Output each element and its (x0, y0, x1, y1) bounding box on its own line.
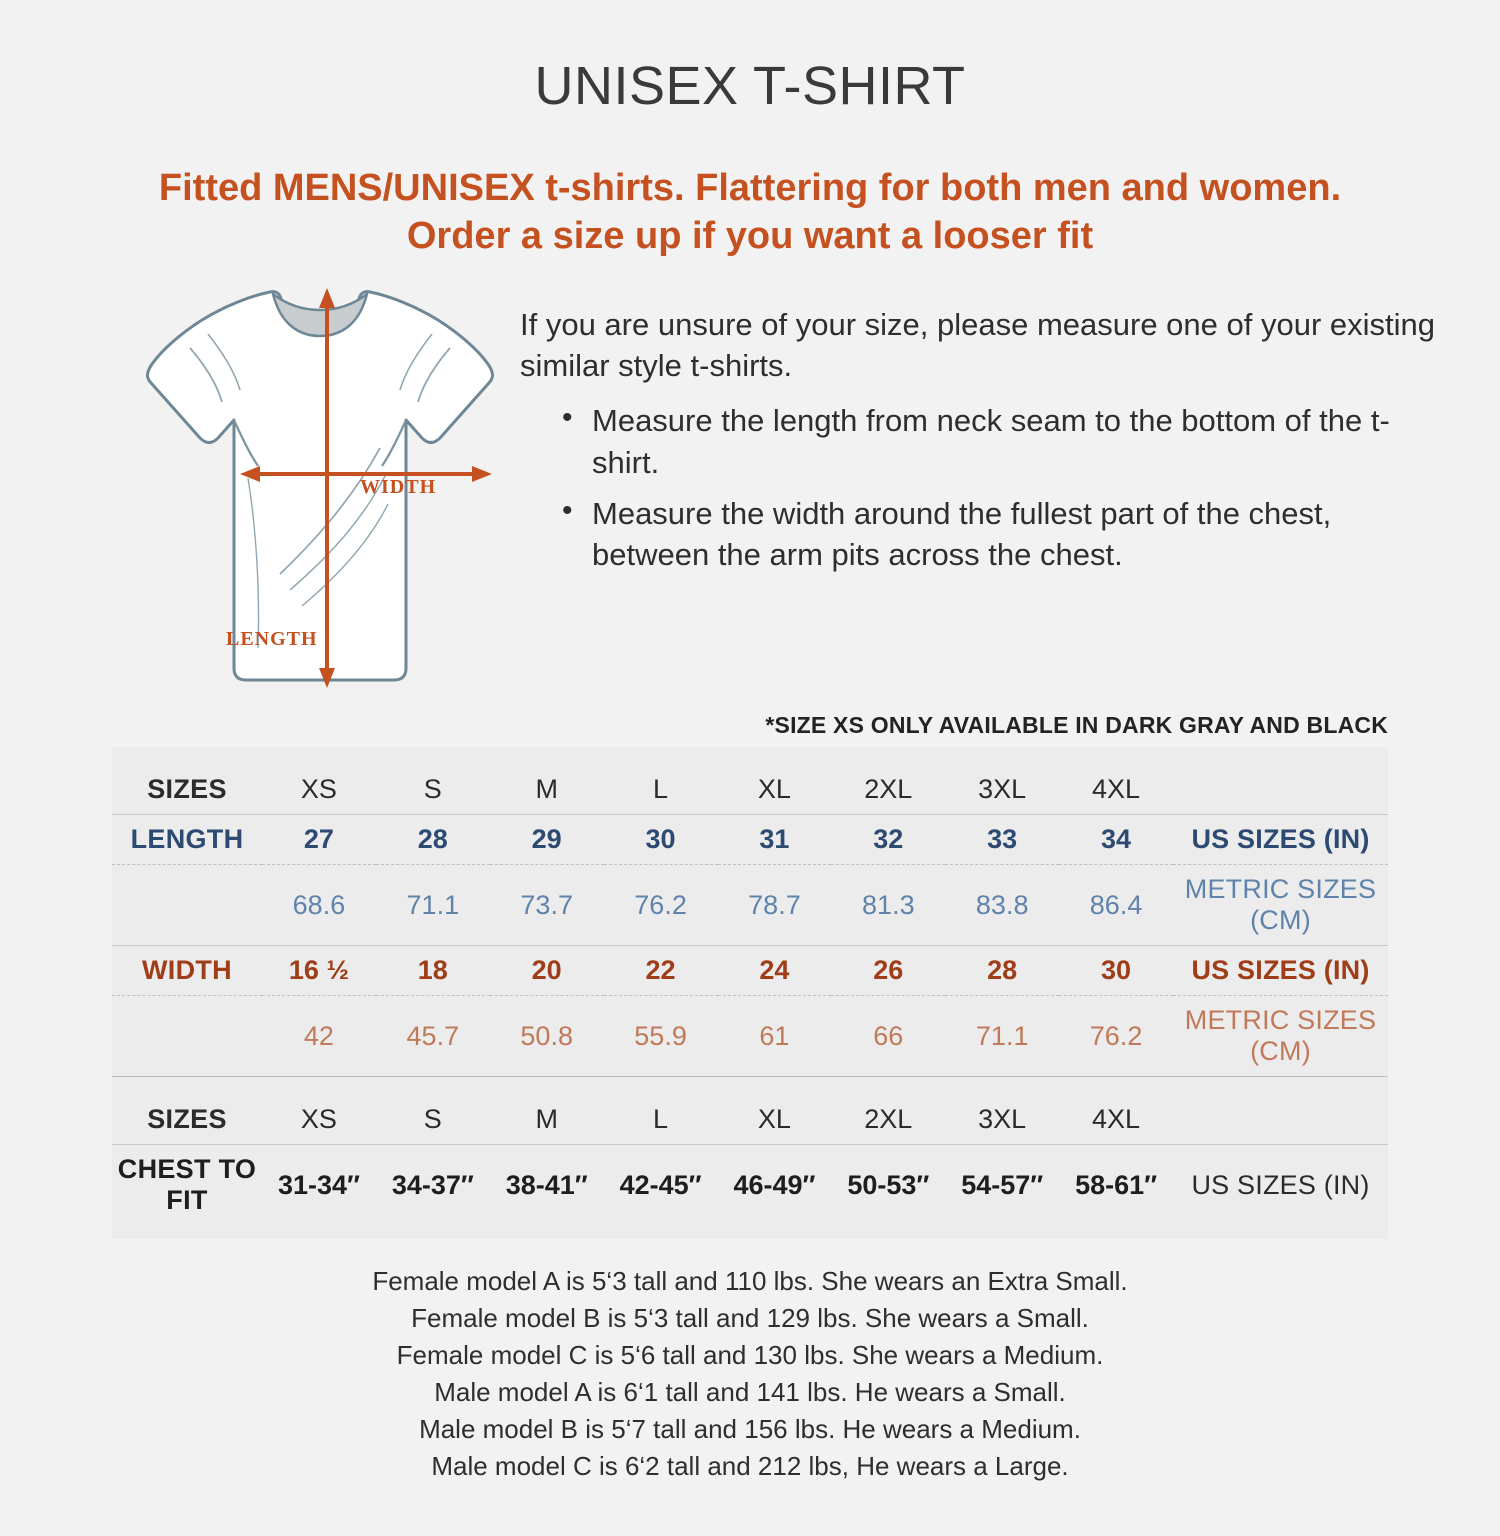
row-label-length-cm (112, 865, 262, 946)
page-subtitle (0, 151, 1500, 260)
table-row-chest-to-fit (112, 1145, 1388, 1226)
cell-width-in-4xl: 30 (1059, 946, 1173, 996)
length-label: LENGTH (226, 628, 318, 651)
cell-chest-xl: 46-49″ (718, 1145, 832, 1226)
cell-width-cm-m: 50.8 (490, 996, 604, 1077)
header2-size-3xl: 3XL (978, 1104, 1027, 1135)
row-label-width-cm (112, 996, 262, 1077)
instructions-bullets (520, 400, 1440, 575)
size-chart-page (0, 36, 1500, 1536)
cell-width-cm-l: 55.9 (604, 996, 718, 1077)
header-size-l: L (653, 774, 669, 805)
table-row-width-in (112, 946, 1388, 996)
cell-chest-s: 34-37″ (376, 1145, 490, 1226)
list-item: • Measure the length from neck seam to the bottom of the t-shirt. (592, 400, 1440, 482)
divider-cell (112, 1077, 1388, 1096)
diagram-and-instructions (0, 260, 1500, 708)
header-size-s: S (423, 774, 442, 805)
cell-chest-m: 38-41″ (490, 1145, 604, 1226)
header-size-3xl: 3XL (978, 774, 1027, 805)
unit-width-metric: METRIC SIZES (CM) (1173, 996, 1388, 1077)
cell-chest-3xl: 54-57″ (945, 1145, 1059, 1226)
header2-size-4xl: 4XL (1092, 1104, 1141, 1135)
unit-length-us: US SIZES (IN) (1173, 815, 1388, 865)
header-size-4xl: 4XL (1092, 774, 1141, 805)
cell-width-cm-3xl: 71.1 (945, 996, 1059, 1077)
unit-width-us: US SIZES (IN) (1173, 946, 1388, 996)
header2-size-2xl: 2XL (864, 1104, 913, 1135)
instructions-block (500, 278, 1470, 585)
header2-size-m: M (535, 1104, 558, 1135)
cell-width-cm-xs: 42 (262, 996, 376, 1077)
header2-size-s: S (423, 1104, 442, 1135)
model-line: Female model A is 5‘3 tall and 110 lbs. She wears an Extra Small. (372, 1266, 1128, 1297)
cell-width-cm-s: 45.7 (376, 996, 490, 1077)
header-size-xs: XS (300, 774, 337, 805)
header2-size-xl: XL (757, 1104, 791, 1135)
availability-note: *SIZE XS ONLY AVAILABLE IN DARK GRAY AND BLACK (765, 712, 1388, 739)
cell-width-in-3xl: 28 (945, 946, 1059, 996)
cell-length-cm-4xl: 86.4 (1059, 865, 1173, 946)
header-sizes-label-2: SIZES (147, 1104, 227, 1135)
table-divider-row (112, 1077, 1388, 1096)
cell-chest-l: 42-45″ (604, 1145, 718, 1226)
cell-width-cm-2xl: 66 (831, 996, 945, 1077)
model-measurements (0, 1239, 1500, 1484)
size-chart-table (112, 747, 1388, 1239)
subtitle-line-2: Order a size up if you want a looser fit (406, 214, 1094, 257)
cell-length-cm-2xl: 81.3 (831, 865, 945, 946)
cell-width-in-xl: 24 (718, 946, 832, 996)
row-label-chest-to-fit: CHEST TO FIT (112, 1145, 262, 1226)
header-size-xl: XL (757, 774, 791, 805)
table-row-length-in (112, 815, 1388, 865)
cell-length-cm-s: 71.1 (376, 865, 490, 946)
model-line: Male model C is 6‘2 tall and 212 lbs, He wears a Large. (431, 1450, 1069, 1481)
header-size-2xl: 2XL (864, 774, 913, 805)
unit-length-metric: METRIC SIZES (CM) (1173, 865, 1388, 946)
cell-width-in-l: 22 (604, 946, 718, 996)
cell-length-in-l: 30 (604, 815, 718, 865)
cell-length-in-2xl: 32 (831, 815, 945, 865)
model-line: Female model B is 5‘3 tall and 129 lbs. She wears a Small. (411, 1302, 1089, 1333)
model-line: Male model B is 5‘7 tall and 156 lbs. He wears a Medium. (419, 1413, 1081, 1444)
cell-width-in-2xl: 26 (831, 946, 945, 996)
header-size-m: M (535, 774, 558, 805)
cell-length-cm-3xl: 83.8 (945, 865, 1059, 946)
row-label-width: WIDTH (112, 946, 262, 996)
header-sizes-label: SIZES (147, 774, 227, 805)
model-line: Female model C is 5‘6 tall and 130 lbs. She wears a Medium. (396, 1339, 1104, 1370)
cell-length-cm-l: 76.2 (604, 865, 718, 946)
cell-length-cm-xl: 78.7 (718, 865, 832, 946)
cell-length-in-m: 29 (490, 815, 604, 865)
cell-length-cm-m: 73.7 (490, 865, 604, 946)
table-header-row (112, 765, 1388, 815)
instructions-intro: If you are unsure of your size, please measure one of your existing similar style t-shirts. (520, 307, 1435, 384)
tshirt-illustration-icon (130, 278, 510, 698)
header2-unit-blank (1173, 1095, 1388, 1145)
header2-size-l: L (653, 1104, 669, 1135)
cell-length-in-4xl: 34 (1059, 815, 1173, 865)
cell-chest-2xl: 50-53″ (831, 1145, 945, 1226)
width-label: WIDTH (360, 476, 437, 499)
header-unit-blank (1173, 765, 1388, 815)
subtitle-line-1: Fitted MENS/UNISEX t-shirts. Flattering for both men and women. (158, 167, 1342, 210)
cell-length-in-3xl: 33 (945, 815, 1059, 865)
cell-width-cm-xl: 61 (718, 996, 832, 1077)
header2-size-xs: XS (300, 1104, 337, 1135)
cell-width-in-xs: 16 ½ (262, 946, 376, 996)
table-row-length-cm (112, 865, 1388, 946)
cell-width-cm-4xl: 76.2 (1059, 996, 1173, 1077)
cell-chest-xs: 31-34″ (262, 1145, 376, 1226)
tshirt-diagram (30, 278, 500, 708)
cell-length-cm-xs: 68.6 (262, 865, 376, 946)
cell-width-in-m: 20 (490, 946, 604, 996)
row-label-length: LENGTH (112, 815, 262, 865)
cell-chest-4xl: 58-61″ (1059, 1145, 1173, 1226)
table-header-row-2 (112, 1095, 1388, 1145)
cell-width-in-s: 18 (376, 946, 490, 996)
cell-length-in-xl: 31 (718, 815, 832, 865)
list-item: • Measure the width around the fullest part of the chest, between the arm pits across the chest. (592, 493, 1440, 575)
unit-chest-us: US SIZES (IN) (1173, 1145, 1388, 1226)
page-title: UNISEX T-SHIRT (534, 56, 966, 117)
cell-length-in-xs: 27 (262, 815, 376, 865)
model-line: Male model A is 6‘1 tall and 141 lbs. He wears a Small. (434, 1376, 1066, 1407)
table-row-width-cm (112, 996, 1388, 1077)
cell-length-in-s: 28 (376, 815, 490, 865)
